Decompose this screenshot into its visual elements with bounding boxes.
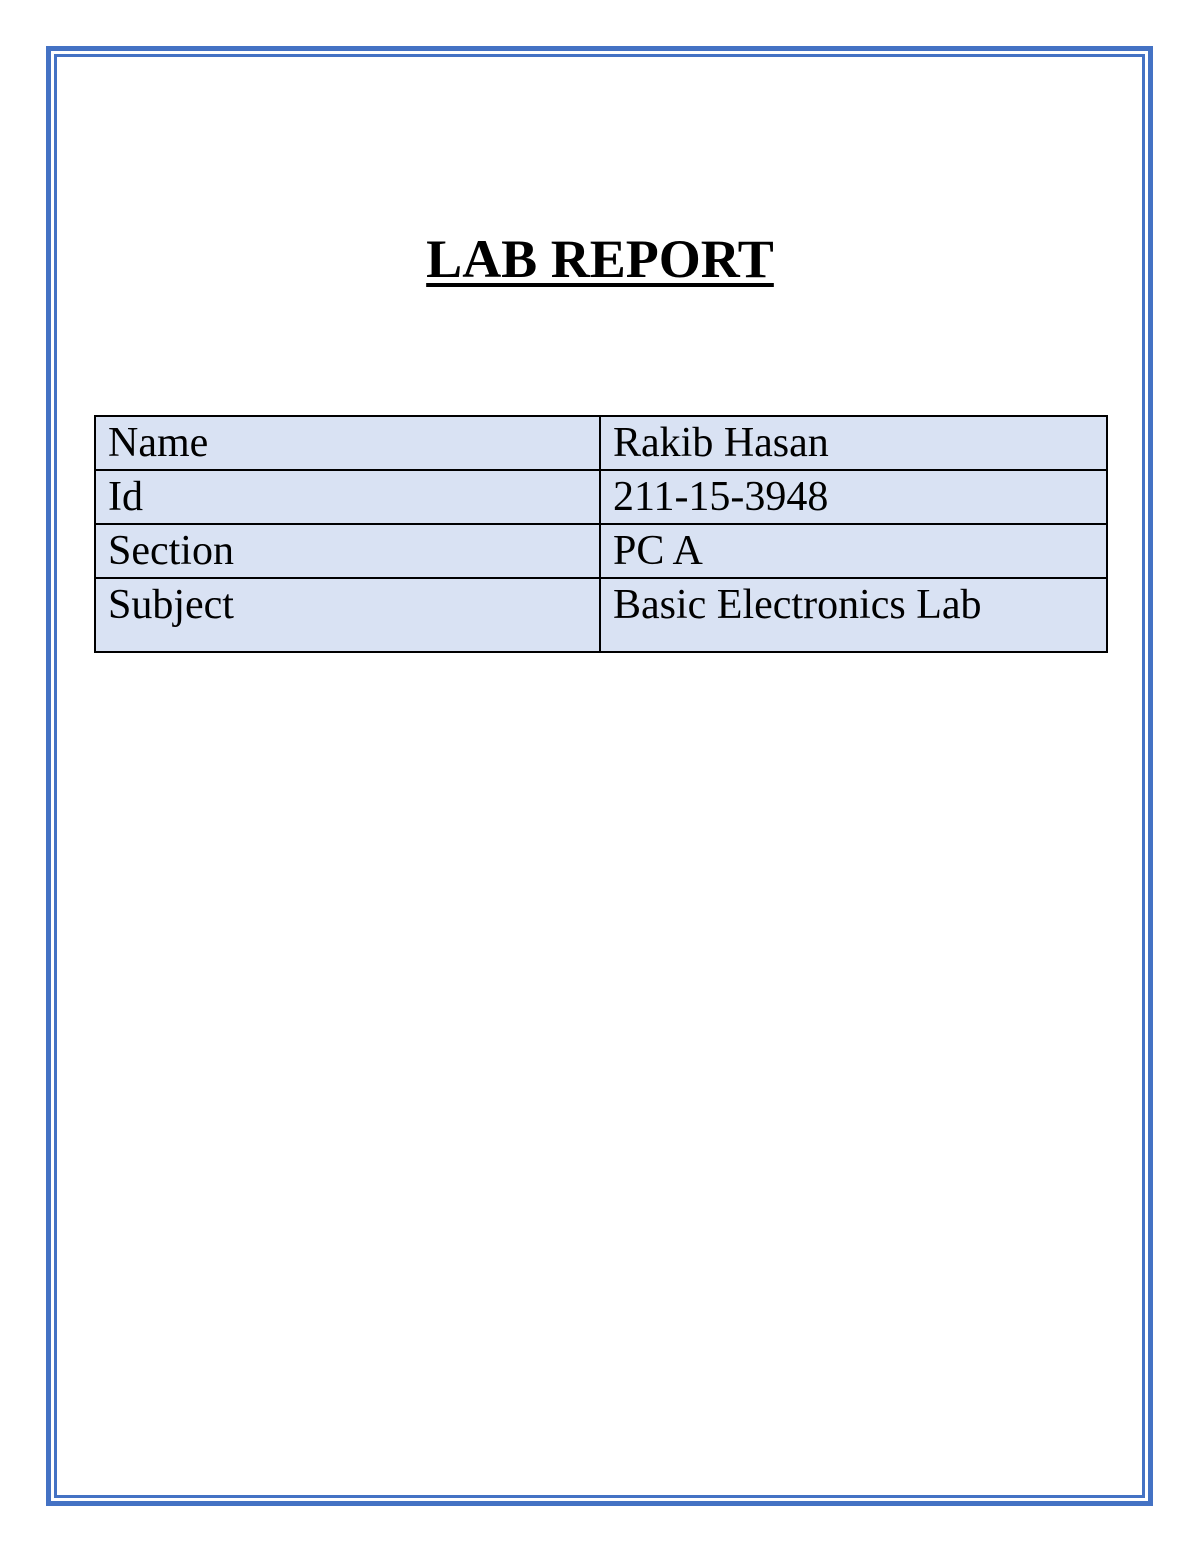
info-value: Rakib Hasan (600, 416, 1107, 470)
info-label: Name (95, 416, 600, 470)
info-value: PC A (600, 524, 1107, 578)
info-row-name (95, 416, 1107, 470)
report-title-text: LAB REPORT (426, 229, 774, 289)
info-row-subject (95, 578, 1107, 652)
info-label: Subject (95, 578, 600, 652)
info-value: Basic Electronics Lab (600, 578, 1107, 652)
info-row-id (95, 470, 1107, 524)
report-title (0, 226, 1200, 292)
info-value: 211-15-3948 (600, 470, 1107, 524)
student-info-table (94, 415, 1108, 653)
info-label: Section (95, 524, 600, 578)
info-row-section (95, 524, 1107, 578)
info-label: Id (95, 470, 600, 524)
